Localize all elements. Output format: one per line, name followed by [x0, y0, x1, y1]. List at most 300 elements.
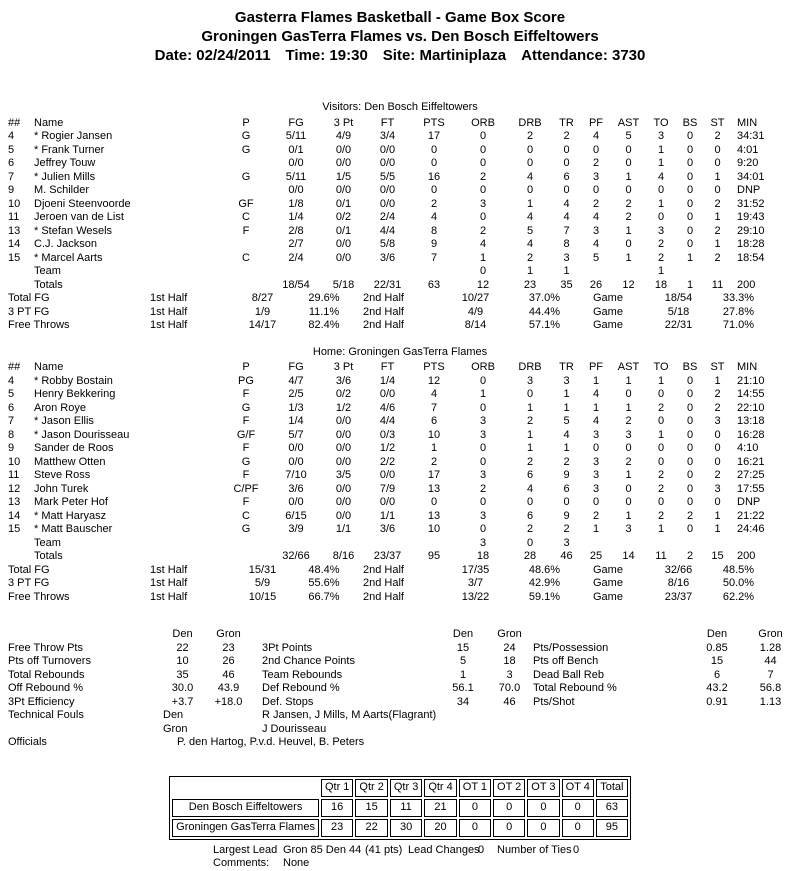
cell-num: 4: [8, 130, 15, 142]
shooting-row: [0, 306, 800, 320]
cell-tr: 4: [563, 197, 570, 210]
cell-tr: 0: [563, 157, 570, 169]
cell-pos: G: [241, 401, 251, 414]
shooting-cell: Game: [593, 577, 623, 589]
cell-pf: 3: [592, 469, 600, 481]
cell-st: [704, 265, 731, 279]
player-row: [0, 483, 800, 497]
cell-3pt: 1/5: [335, 170, 352, 183]
cell-ast: 3: [625, 428, 632, 441]
cell-ast: 2: [625, 197, 632, 210]
technical-fouls-label: [0, 723, 160, 737]
cell-bs: 0: [686, 157, 694, 169]
cell-min: 17:55: [737, 482, 765, 495]
stat-label: Pts off Bench: [533, 655, 599, 667]
visitors-box-score: [0, 101, 800, 333]
cell-st: 0: [714, 442, 721, 454]
cell-to: 1: [657, 143, 665, 156]
quarters-corner-cell: [172, 779, 319, 797]
home-box-score: [0, 346, 800, 605]
cell-ast: 5: [625, 130, 632, 142]
cell-bs: 1: [686, 251, 694, 264]
cell-name: * Rogier Jansen: [34, 130, 113, 142]
cell-name: Team: [34, 536, 61, 549]
game-info-line: [0, 46, 800, 65]
cell-tr: TR: [559, 116, 574, 129]
cell-pts: 2: [430, 455, 438, 468]
cell-name: * Matt Haryasz: [34, 509, 107, 522]
cell-3pt: 0/0: [335, 509, 352, 522]
cell-num: 13: [8, 224, 21, 237]
cell-ft: 0/0: [379, 157, 396, 169]
team-abbrev-header: Den: [452, 628, 474, 640]
cell-ft: 1/1: [379, 509, 396, 522]
stat-value: 30.0: [171, 682, 194, 694]
quarter-score-cell: 22: [355, 819, 387, 837]
cell-to: 2: [657, 401, 665, 414]
comments-value: None: [283, 857, 310, 869]
officials-row: [0, 736, 800, 750]
shooting-cell: 2nd Half: [363, 577, 404, 589]
cell-tr: 3: [563, 536, 570, 549]
cell-3pt: 3/6: [335, 374, 352, 387]
quarter-score-cell: 15: [355, 799, 387, 817]
officials-names: P. den Hartog, P.v.d. Heuvel, B. Peters: [177, 736, 365, 748]
cell-to: 0: [657, 496, 665, 508]
cell-pts: 10: [427, 523, 441, 535]
cell-pf: 5: [592, 251, 600, 264]
cell-num: 8: [8, 428, 15, 441]
cell-min: 21:22: [737, 509, 765, 522]
cell-bs: 0: [686, 523, 694, 535]
shooting-cell: 2nd Half: [363, 305, 404, 318]
cell-bs: 0: [686, 415, 694, 427]
cell-st: 0: [714, 428, 721, 441]
shooting-cell: 3/7: [467, 577, 484, 589]
cell-bs: 0: [686, 455, 694, 468]
cell-ast: AST: [617, 361, 640, 373]
cell-ft: 0/0: [379, 197, 396, 210]
cell-pts: 17: [427, 130, 441, 142]
cell-drb: DRB: [518, 116, 542, 129]
stat-value: 44: [764, 655, 777, 667]
cell-bs: [676, 537, 704, 551]
cell-pos: F: [242, 496, 250, 508]
stat-value: 6: [713, 668, 721, 681]
cell-pf: 1: [592, 374, 600, 387]
cell-name: M. Schilder: [34, 184, 90, 196]
shooting-row: [0, 591, 800, 605]
stat-value: 3: [506, 668, 513, 681]
cell-orb: 0: [479, 157, 487, 169]
player-row: [0, 469, 800, 483]
cell-name: Totals: [34, 278, 63, 291]
shooting-cell: 11.1%: [308, 305, 340, 318]
cell-num: [0, 550, 34, 564]
cell-num: 11: [8, 211, 20, 223]
cell-tr: 4: [563, 211, 570, 223]
cell-pts: 0: [430, 184, 438, 196]
cell-drb: DRB: [518, 361, 542, 373]
cell-ft: FT: [380, 116, 395, 129]
cell-ft: 3/6: [379, 523, 396, 535]
cell-st: 2: [714, 224, 721, 237]
stat-value: 22: [176, 641, 189, 654]
cell-pf: 2: [592, 197, 600, 210]
player-row: [0, 523, 800, 537]
stat-value: 18: [503, 655, 516, 667]
cell-pf: 0: [592, 442, 600, 454]
cell-3pt: 0/0: [335, 143, 352, 156]
largest-lead-line: [0, 844, 800, 858]
stat-label: Def. Stops: [262, 695, 314, 708]
cell-min: MIN: [737, 116, 758, 129]
cell-pos: [222, 550, 270, 564]
cell-tr: 3: [563, 251, 570, 264]
cell-bs: 2: [686, 550, 694, 562]
cell-fg: 2/4: [288, 251, 304, 264]
cell-ast: 0: [625, 143, 632, 156]
cell-tr: 8: [563, 238, 570, 250]
cell-ft: FT: [380, 361, 395, 373]
quarter-score-cell: 0: [562, 799, 594, 817]
cell-name: * Jason Ellis: [34, 415, 94, 427]
shooting-cell: 48.6%: [528, 563, 561, 576]
shooting-cell: 5/18: [667, 305, 690, 318]
cell-pts: 17: [427, 469, 441, 481]
cell-to: 0: [657, 388, 665, 400]
cell-pts: 7: [430, 251, 438, 264]
cell-pos: G: [241, 143, 251, 156]
cell-orb: 2: [479, 224, 487, 237]
quarter-header-cell: OT 3: [527, 779, 559, 797]
cell-tr: 0: [563, 184, 570, 196]
cell-pts: 0: [430, 496, 438, 508]
cell-drb: 2: [526, 523, 534, 535]
cell-3pt: 0/2: [335, 388, 352, 400]
shooting-cell: 32/66: [664, 563, 693, 576]
cell-name: * Frank Turner: [34, 143, 105, 156]
stat-value: 1: [459, 668, 467, 681]
shooting-cell: 2nd Half: [363, 563, 404, 576]
cell-to: 2: [657, 509, 665, 522]
totals-row: [0, 279, 800, 293]
cell-ast: 1: [625, 401, 632, 414]
cell-num: 14: [8, 509, 21, 522]
cell-drb: 2: [526, 130, 534, 142]
cell-bs: 0: [686, 238, 694, 250]
player-row: [0, 211, 800, 225]
cell-name: * Jason Dourisseau: [34, 428, 130, 441]
cell-tr: 9: [563, 509, 570, 522]
player-row: [0, 184, 800, 198]
stat-label: 3Pt Points: [262, 641, 313, 654]
player-row: [0, 415, 800, 429]
team-abbrev-header: Gron: [758, 628, 783, 640]
cell-to: TO: [653, 361, 669, 373]
cell-ast: AST: [617, 116, 640, 129]
game-date: Date: 02/24/2011: [154, 47, 271, 64]
cell-pts: 7: [430, 401, 438, 414]
cell-3pt: 0/0: [335, 442, 352, 454]
largest-lead-value: Gron 85 Den 44: [283, 843, 362, 856]
player-row: [0, 171, 800, 185]
cell-bs: 2: [686, 509, 694, 522]
cell-num: 10: [8, 455, 21, 468]
shooting-cell: 44.4%: [528, 305, 561, 318]
stat-value: 43.9: [217, 682, 240, 694]
quarters-team-row: [172, 799, 628, 817]
comments-line: [0, 857, 800, 871]
cell-3pt: 0/0: [335, 157, 352, 169]
cell-3pt: 0/1: [335, 197, 352, 210]
shooting-cell: Total FG: [8, 292, 50, 304]
cell-ast: 0: [625, 157, 632, 169]
home-player-table: [0, 361, 800, 564]
ties-value: 0: [573, 843, 580, 856]
cell-st: ST: [710, 361, 725, 373]
cell-orb: 1: [479, 251, 487, 264]
stat-value: 46: [222, 668, 235, 681]
stat-value: 5: [459, 655, 467, 667]
cell-pts: [410, 265, 458, 279]
player-row: [0, 496, 800, 510]
cell-pf: 0: [592, 143, 600, 156]
team-abbrev-header: Den: [172, 628, 193, 640]
quarter-score-cell: 0: [527, 799, 559, 817]
stat-label: Off Rebound %: [8, 682, 84, 694]
cell-drb: 4: [526, 211, 534, 223]
cell-bs: 0: [686, 197, 694, 210]
player-row: [0, 144, 800, 158]
home-team-label: Home: Groningen GasTerra Flames: [312, 345, 488, 358]
stat-value: 15: [456, 641, 470, 654]
shooting-cell: Total FG: [8, 563, 50, 576]
cell-min: 24:46: [737, 523, 765, 535]
shooting-cell: 8/16: [667, 577, 690, 589]
cell-st: 1: [714, 238, 721, 250]
cell-ft: 4/4: [379, 224, 396, 237]
cell-3pt: 0/0: [335, 482, 352, 495]
cell-pos: F: [242, 415, 250, 427]
cell-orb: ORB: [471, 361, 495, 373]
technical-fouls-row: [0, 709, 800, 723]
shooting-cell: 1st Half: [150, 590, 188, 603]
cell-st: 0: [714, 143, 721, 156]
cell-drb: 2: [526, 251, 534, 264]
cell-3pt: 8/16: [332, 550, 355, 562]
cell-fg: 0/0: [288, 157, 304, 169]
shooting-cell: 1st Half: [150, 319, 188, 331]
cell-drb: 6: [526, 509, 534, 522]
cell-fg: 0/0: [288, 455, 304, 468]
cell-bs: BS: [682, 361, 698, 373]
cell-num: 15: [8, 251, 21, 264]
cell-ft: 4/4: [379, 415, 396, 427]
cell-to: 18: [654, 278, 668, 291]
cell-pf: 4: [592, 388, 600, 400]
cell-pts: 4: [430, 211, 438, 223]
cell-orb: 4: [479, 238, 487, 250]
cell-pts: 0: [430, 157, 438, 169]
cell-3pt: 3/5: [335, 469, 352, 481]
team-abbrev-header: Gron: [497, 628, 522, 640]
cell-bs: 1: [686, 278, 694, 291]
cell-orb: 0: [479, 143, 487, 156]
shooting-cell: Game: [593, 590, 623, 603]
cell-bs: 0: [686, 442, 694, 454]
cell-fg: 3/9: [288, 523, 304, 535]
cell-num: 6: [8, 157, 15, 169]
cell-pts: 63: [427, 278, 441, 291]
cell-num: 12: [8, 482, 21, 495]
shooting-cell: 4/9: [467, 305, 484, 318]
cell-drb: 3: [526, 374, 534, 387]
cell-name: Name: [34, 361, 64, 373]
cell-fg: 4/7: [288, 374, 304, 387]
cell-to: 1: [657, 265, 665, 277]
cell-name: * Marcel Aarts: [34, 251, 103, 264]
stat-value: 34: [456, 695, 470, 708]
cell-bs: 0: [686, 170, 694, 183]
cell-st: 0: [714, 496, 721, 508]
cell-tr: 6: [563, 482, 570, 495]
stat-value: 15: [710, 655, 724, 667]
stat-value: +3.7: [171, 695, 194, 708]
shooting-cell: 2nd Half: [363, 590, 404, 603]
cell-drb: 23: [523, 278, 537, 291]
cell-drb: 0: [526, 143, 534, 156]
cell-drb: 5: [526, 224, 534, 237]
game-attendance: Attendance: 3730: [521, 47, 646, 64]
cell-pts: 16: [427, 170, 441, 183]
player-row: [0, 429, 800, 443]
cell-pos: C: [242, 211, 250, 223]
cell-ft: 0/0: [379, 184, 396, 196]
shooting-cell: 2nd Half: [363, 319, 404, 331]
player-row: [0, 375, 800, 389]
cell-fg: 2/7: [288, 238, 304, 250]
cell-pts: 2: [430, 197, 438, 210]
shooting-cell: Free Throws: [8, 590, 70, 603]
shooting-cell: 1st Half: [150, 563, 188, 576]
cell-to: 3: [657, 224, 665, 237]
cell-ft: 22/31: [373, 278, 402, 291]
cell-pos: [222, 279, 270, 293]
stat-label: Pts off Turnovers: [8, 655, 91, 667]
team-row: [0, 265, 800, 279]
cell-ast: 1: [625, 170, 632, 183]
cell-bs: [676, 265, 704, 279]
quarter-header-cell: OT 1: [459, 779, 491, 797]
visitors-player-table: [0, 117, 800, 293]
quarters-team-name: Den Bosch Eiffeltowers: [172, 799, 319, 817]
cell-3pt: 0/2: [335, 211, 352, 223]
cell-tr: 46: [560, 550, 573, 562]
cell-st: 0: [714, 184, 721, 196]
quarter-score-cell: 11: [390, 799, 422, 817]
cell-pts: 13: [427, 482, 441, 495]
cell-orb: 0: [479, 265, 487, 277]
cell-orb: 0: [479, 130, 487, 142]
cell-to: 2: [657, 251, 665, 264]
cell-orb: 0: [479, 211, 487, 223]
quarters-team-name: Groningen GasTerra Flames: [172, 819, 319, 837]
cell-tr: 35: [560, 278, 573, 291]
cell-orb: ORB: [471, 116, 495, 129]
cell-pos: P: [242, 116, 250, 129]
cell-3pt: 0/0: [335, 428, 352, 441]
cell-fg: 0/0: [288, 496, 304, 508]
cell-name: * Julien Mills: [34, 170, 96, 183]
cell-pts: 10: [427, 428, 441, 441]
quarter-header-cell: Qtr 4: [424, 779, 456, 797]
cell-pf: 4: [592, 238, 600, 250]
cell-bs: 0: [686, 184, 694, 196]
cell-drb: 0: [526, 184, 534, 196]
cell-st: 11: [711, 278, 724, 291]
cell-3pt: 0/0: [335, 415, 352, 427]
cell-pf: 3: [592, 428, 600, 441]
cell-pos: [222, 537, 270, 551]
shooting-cell: 48.4%: [308, 563, 340, 576]
cell-pos: G: [241, 130, 251, 142]
player-row: [0, 238, 800, 252]
cell-ft: 2/4: [379, 211, 396, 223]
cell-drb: 1: [526, 265, 534, 277]
cell-pf: 3: [592, 482, 600, 495]
cell-drb: 28: [523, 550, 537, 562]
shooting-cell: 14/17: [248, 319, 277, 331]
cell-st: 0: [714, 455, 721, 468]
quarter-header-cell: Qtr 2: [355, 779, 387, 797]
cell-3pt: 5/18: [332, 278, 355, 291]
cell-name: Totals: [34, 550, 63, 562]
cell-ast: [611, 537, 646, 551]
shooting-cell: 15/31: [248, 563, 277, 576]
shooting-cell: 3 PT FG: [8, 577, 50, 589]
cell-drb: 0: [526, 496, 534, 508]
cell-orb: 3: [479, 428, 487, 441]
stat-value: 23: [222, 641, 235, 654]
shooting-row: [0, 319, 800, 333]
cell-bs: 0: [686, 374, 694, 387]
cell-ast: 2: [625, 211, 632, 223]
cell-ast: 1: [625, 224, 632, 237]
cell-to: [646, 537, 676, 551]
cell-pos: C: [242, 509, 250, 522]
cell-tr: 4: [563, 428, 570, 441]
home-shooting-summary: [0, 564, 800, 605]
cell-to: 1: [657, 157, 665, 169]
cell-st: 2: [714, 197, 721, 210]
quarter-score-cell: 21: [424, 799, 456, 817]
quarter-score-cell: 23: [321, 819, 353, 837]
cell-ft: 0/0: [379, 469, 396, 481]
cell-orb: 3: [479, 536, 487, 549]
cell-fg: 5/11: [285, 170, 307, 183]
cell-min: 200: [737, 550, 756, 562]
cell-min: 13:18: [737, 415, 765, 427]
cell-pf: 0: [592, 184, 600, 196]
stat-label: Pts/Possession: [533, 641, 609, 654]
shooting-cell: 82.4%: [308, 319, 340, 331]
quarter-header-cell: OT 4: [562, 779, 594, 797]
cell-st: 2: [714, 388, 721, 400]
stat-label: Pts/Shot: [533, 695, 575, 708]
cell-tr: 6: [563, 170, 570, 183]
cell-fg: 2/8: [288, 224, 304, 237]
